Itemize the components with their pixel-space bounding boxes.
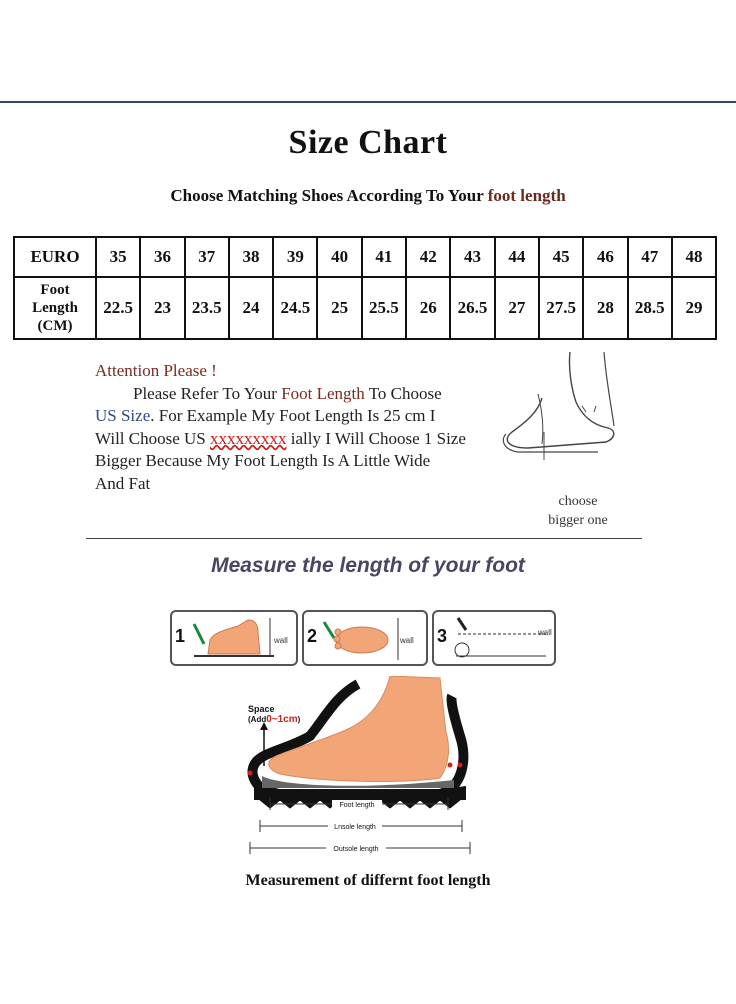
header-line: Length [32, 300, 78, 316]
foot-top-icon [322, 618, 402, 660]
header-line: (CM) [37, 318, 73, 334]
length-cell: 28 [583, 277, 627, 339]
euro-cell: 38 [229, 237, 273, 277]
length-cell: 22.5 [96, 277, 140, 339]
euro-cell: 41 [362, 237, 406, 277]
table-row-euro [14, 237, 716, 277]
space-label: Space [248, 704, 275, 714]
step-number: 1 [175, 626, 186, 646]
foot-sketch-illustration [498, 350, 628, 470]
length-cell: 25 [317, 277, 361, 339]
length-cell: 27 [495, 277, 539, 339]
foot-length-label: Foot length [339, 802, 375, 809]
space-add-label: (Add [248, 715, 267, 724]
euro-cell: 35 [96, 237, 140, 277]
foot-side-icon [190, 618, 276, 660]
length-cell: 23 [140, 277, 184, 339]
attention-heading: Attention Please ! [95, 361, 217, 380]
euro-header: EURO [14, 237, 96, 277]
length-cell: 26 [406, 277, 450, 339]
euro-cell: 43 [450, 237, 494, 277]
measure-steps [170, 610, 560, 666]
space-range-label: 0~1cm [266, 714, 298, 725]
length-cell: 25.5 [362, 277, 406, 339]
space-close-label: ) [297, 715, 301, 724]
length-cell: 27.5 [539, 277, 583, 339]
euro-cell: 45 [539, 237, 583, 277]
attention-note [95, 360, 505, 495]
subtitle-highlight: foot length [487, 186, 566, 205]
top-divider [0, 101, 736, 103]
measure-title: Measure the length of your foot [211, 554, 525, 577]
shoe-measurement-diagram [240, 676, 480, 866]
step-1-panel [170, 610, 298, 666]
subtitle-text: Choose Matching Shoes According To Your [170, 186, 488, 205]
choose-bigger-label: choose bigger one [548, 494, 608, 528]
euro-cell: 39 [273, 237, 317, 277]
insole-length-label: Lnsole length [334, 824, 376, 831]
ruler-measure-icon [452, 616, 548, 662]
outsole-length-label: Outsole length [333, 846, 379, 853]
euro-cell: 36 [140, 237, 184, 277]
svg-text:(Add0~1cm) [248, 714, 301, 725]
page-subtitle [0, 186, 736, 206]
euro-cell: 46 [583, 237, 627, 277]
attention-line: Please Refer To Your Foot Length To Choose [133, 383, 442, 403]
euro-cell: 37 [185, 237, 229, 277]
attention-line: US Size. For Example My Foot Length Is 25 cm I [95, 406, 436, 425]
euro-cell: 47 [628, 237, 672, 277]
step-2-panel [302, 610, 428, 666]
page-title: Size Chart [288, 124, 448, 161]
wall-label: wall [274, 636, 288, 645]
diagram-caption: Measurement of differnt foot length [245, 872, 491, 889]
euro-cell: 48 [672, 237, 716, 277]
length-cell: 26.5 [450, 277, 494, 339]
step-number: 3 [437, 626, 448, 646]
euro-cell: 40 [317, 237, 361, 277]
wall-label: wall [538, 628, 552, 637]
length-cell: 28.5 [628, 277, 672, 339]
section-divider [86, 538, 642, 539]
attention-line: And Fat [95, 473, 151, 493]
length-cell: 23.5 [185, 277, 229, 339]
length-cell: 24 [229, 277, 273, 339]
size-table [13, 236, 717, 340]
step-3-panel [432, 610, 556, 666]
attention-line: Bigger Because My Foot Length Is A Little Wide [95, 451, 431, 470]
header-line: Foot [40, 282, 70, 298]
euro-cell: 44 [495, 237, 539, 277]
step-number: 2 [307, 626, 318, 646]
wall-label: wall [400, 636, 414, 645]
foot-length-header [14, 277, 96, 339]
length-cell: 24.5 [273, 277, 317, 339]
attention-line: Will Choose US xxxxxxxxx ially I Will Choose 1 Size [95, 428, 466, 448]
length-cell: 29 [672, 277, 716, 339]
table-row-foot-length [14, 277, 716, 339]
euro-cell: 42 [406, 237, 450, 277]
